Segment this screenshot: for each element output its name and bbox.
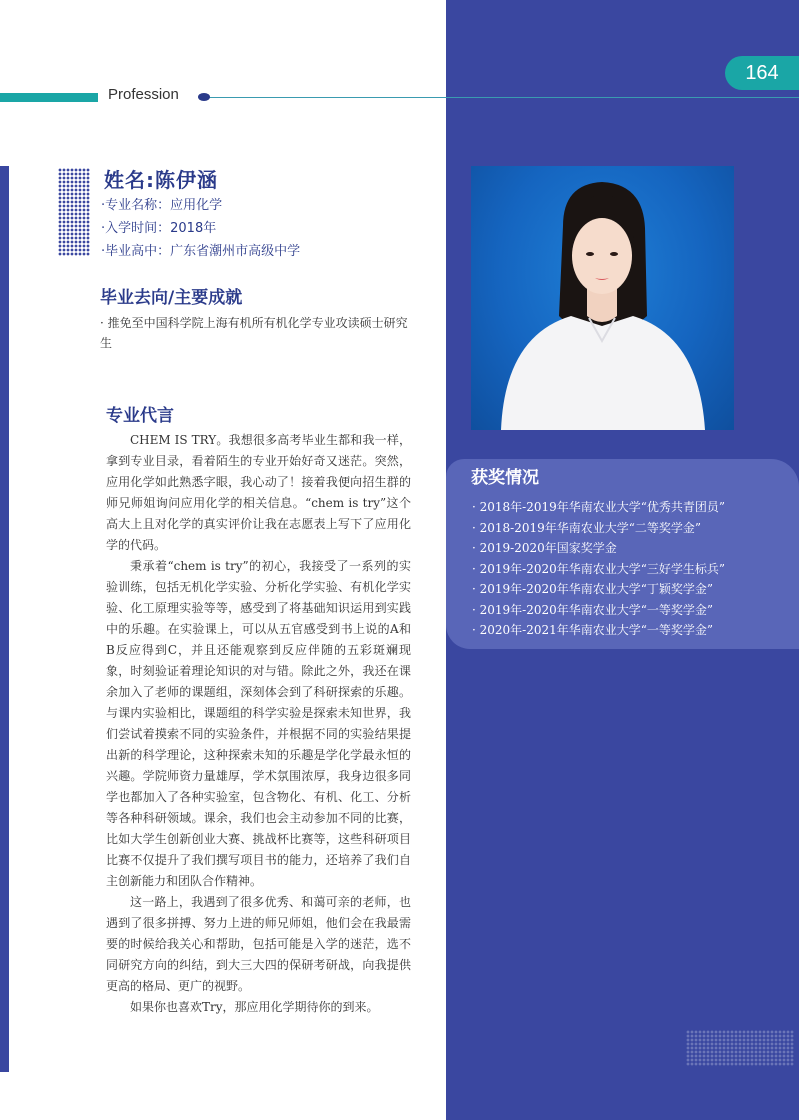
award-item: · 2019-2020年国家奖学金 bbox=[472, 541, 617, 555]
award-item: · 2019年-2020年华南农业大学“一等奖学金” bbox=[472, 602, 714, 617]
awards-title: 获奖情况 bbox=[471, 468, 539, 488]
message-paragraph: CHEM IS TRY。我想很多高考毕业生都和我一样，拿到专业目录，看着陌生的专业开始好奇又迷茫。突然，应用化学如此熟悉字眼，我心动了！接着我便向招生群的师兄师姐询问应用化学的相关信息。“chem is try”这个高大上且对化学的真实评价让我在志愿表上写下了应用化学的代码。 bbox=[106, 433, 411, 552]
award-item: · 2020年-2021年华南农业大学“一等奖学金” bbox=[472, 623, 714, 637]
student-portrait bbox=[471, 166, 734, 430]
award-item: · 2019年-2020年华南农业大学“丁颖奖学金” bbox=[472, 582, 714, 596]
header-teal-bar bbox=[0, 93, 98, 102]
award-item: · 2018年-2019年华南农业大学“优秀共青团员” bbox=[472, 500, 726, 514]
enrollment-info: ·入学时间：2018年 bbox=[101, 221, 217, 236]
header-rule bbox=[203, 97, 799, 98]
portrait-illustration bbox=[471, 166, 734, 430]
student-name: 姓名:陈伊涵 bbox=[104, 168, 218, 192]
section-label: Profession bbox=[108, 86, 179, 103]
page-number: 164 bbox=[725, 56, 799, 90]
destination-text: · 推免至中国科学院上海有机所有机化学专业攻读硕士研究生 bbox=[100, 316, 408, 350]
message-paragraph: 秉承着“chem is try”的初心，我接受了一系列的实验训练，包括无机化学实验、分析化学实验、有机化学实验、化工原理实验等等，感受到了将基础知识运用到实践中的乐趣。在实验课上，可以从五官感受到书上说的A和B反应得到C，并且还能观察到反应伴随的五彩斑斓现象，时刻验证着理论知识的对与错。除此之外，我还在课余加入了老师的课题组，深刻体会到了科研探索的乐趣。与课内实验相比，课题组的科学实验是探索未知世界，我们尝试着摸索不同的实验条件，并根据不同的实验结果提出新的科学理论，这种探索未知的乐趣是学化学最永恒的兴趣。学院师资力量雄厚，学术氛围浓厚，我身边很多同学也都加入了各种实验室，包含物化、有机、化工、分析等各种科研领域。课余，我们也会主动参加不同的比赛，比如大学生创新创业大赛、挑战杯比赛等，这些科研项目比赛不仅提升了我们撰写项目书的能力，还培养了我们自主创新能力和团队合作精神。 bbox=[106, 559, 411, 888]
message-body bbox=[106, 430, 411, 1018]
dot-grid-decoration bbox=[58, 168, 90, 256]
major-info: ·专业名称：应用化学 bbox=[101, 198, 223, 213]
award-item: · 2019年-2020年华南农业大学“三好学生标兵” bbox=[472, 561, 726, 576]
message-paragraph: 这一路上，我遇到了很多优秀、和蔼可亲的老师，也遇到了很多拼搏、努力上进的师兄师姐，他们会在我最需要的时候给我关心和帮助，包括可能是入学的迷茫，选不同研究方向的纠结，到大三大四的保研考研战，向我提供更高的格局、更广的视野。 bbox=[106, 895, 411, 993]
award-item: · 2018-2019年华南农业大学“二等奖学金” bbox=[472, 520, 702, 535]
awards-list bbox=[472, 497, 797, 641]
header-dot-icon bbox=[198, 93, 210, 101]
destination-title: 毕业去向/主要成就 bbox=[100, 288, 243, 308]
message-paragraph: 如果你也喜欢Try，那应用化学期待你的到来。 bbox=[130, 1000, 379, 1014]
message-title: 专业代言 bbox=[106, 406, 174, 426]
high-school-info: ·毕业高中：广东省潮州市高级中学 bbox=[101, 244, 301, 259]
dot-grid-decoration-light bbox=[686, 1030, 794, 1066]
left-accent-bar bbox=[0, 166, 9, 1072]
